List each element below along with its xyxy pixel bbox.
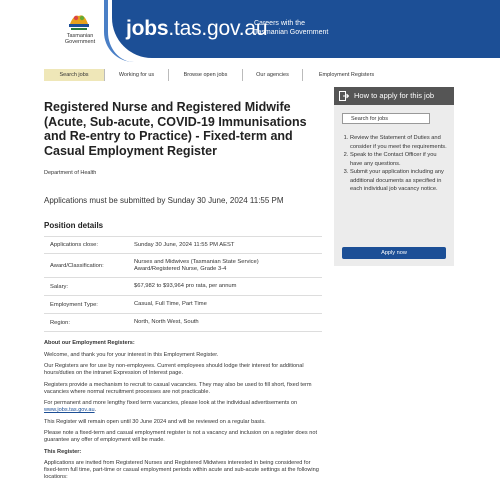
detail-label: Award/Classification: bbox=[50, 262, 104, 269]
apply-steps bbox=[342, 134, 450, 194]
detail-label: Employment Type: bbox=[50, 301, 98, 308]
paragraph: For permanent and more lengthy fixed term vacancies, please look at the individual advertisements on www.jobs.tas.gov.au. bbox=[44, 400, 298, 413]
about-heading: About our Employment Registers: bbox=[44, 340, 135, 346]
detail-row bbox=[44, 314, 322, 332]
paragraph: Please note a fixed-term and casual employment register is not a vacancy and inclusion on a register does not guarantee any offer of employment will be made. bbox=[44, 430, 318, 443]
position-details-table bbox=[44, 236, 322, 332]
paragraph: Applications are invited from Registered Nurses and Registered Midwives interested in being considered for fixed-term full time, part-time or casual employment periods within acute and sub-acute settings at the following locations: bbox=[44, 460, 319, 480]
main-nav bbox=[44, 69, 390, 81]
tas-gov-emblem-icon bbox=[66, 10, 92, 34]
position-details-heading: Position details bbox=[44, 221, 104, 230]
paragraph: Registers provide a mechanism to recruit to casual vacancies. They may also be used to fill short, fixed term vacancies where normal recruitment processes are not practicable. bbox=[44, 381, 312, 395]
site-subtitle: Careers with the Tasmanian Government bbox=[254, 20, 329, 36]
site-title[interactable]: jobs.tas.gov.au bbox=[126, 17, 268, 40]
detail-value: Nurses and Midwives (Tasmanian State Service) Award/Registered Nurse, Grade 3-4 bbox=[134, 258, 259, 272]
detail-value: North, North West, South bbox=[134, 319, 199, 325]
apply-now-button[interactable]: Apply now bbox=[342, 247, 446, 259]
apply-step: 2. Speak to the Contact Officer if you have any questions. bbox=[350, 151, 450, 168]
job-description bbox=[44, 340, 322, 481]
how-to-apply-panel bbox=[334, 87, 454, 266]
detail-row bbox=[44, 296, 322, 314]
apply-arrow-icon bbox=[339, 91, 349, 101]
search-for-jobs-link[interactable]: Search for jobs bbox=[342, 113, 430, 124]
nav-working-for-us[interactable]: Working for us bbox=[105, 69, 169, 81]
site-header bbox=[0, 0, 500, 58]
detail-value: Casual, Full Time, Part Time bbox=[134, 301, 207, 307]
tas-gov-logo[interactable] bbox=[0, 0, 112, 58]
department: Department of Health bbox=[44, 170, 97, 176]
detail-row bbox=[44, 254, 322, 278]
detail-label: Salary: bbox=[50, 283, 69, 290]
paragraph: Welcome, and thank you for your interest in this Employment Register. bbox=[44, 351, 219, 358]
detail-label: Applications close: bbox=[50, 242, 99, 248]
nav-our-agencies[interactable]: Our agencies bbox=[243, 69, 303, 81]
apply-step: 3. Submit your application including any additional documents as specified in each individual job vacancy notice. bbox=[350, 168, 450, 194]
detail-row bbox=[44, 237, 322, 254]
nav-browse-open-jobs[interactable]: Browse open jobs bbox=[169, 69, 243, 81]
detail-value: Sunday 30 June, 2024 11:55 PM AEST bbox=[134, 241, 235, 248]
closing-statement: Applications must be submitted by Sunday 30 June, 2024 11:55 PM bbox=[44, 196, 284, 205]
apply-step: 1. Review the Statement of Duties and consider if you meet the requirements. bbox=[350, 134, 450, 151]
detail-value: $67,982 to $93,964 pro rata, per annum bbox=[134, 283, 237, 289]
paragraph: Our Registers are for use by non-employees. Current employees should lodge their interest for additional hours/duties on the intranet Expression of Interest page. bbox=[44, 363, 304, 376]
paragraph: This Register will remain open until 30 June 2024 and will be reviewed on a regular basis. bbox=[44, 418, 266, 425]
job-content bbox=[44, 100, 322, 486]
register-heading: This Register: bbox=[44, 448, 82, 455]
jobs-site-link[interactable]: www.jobs.tas.gov.au bbox=[44, 407, 95, 413]
logo-text: Tasmanian Government bbox=[64, 33, 96, 45]
nav-employment-registers[interactable]: Employment Registers bbox=[318, 72, 375, 78]
detail-label: Region: bbox=[50, 319, 70, 326]
detail-row bbox=[44, 278, 322, 296]
nav-search-jobs[interactable]: Search jobs bbox=[44, 69, 105, 81]
page-title: Registered Nurse and Registered Midwife (Acute, Sub-acute, COVID-19 Immunisations and Re-entry to Practice) - Fixed-term and Casual Employment Register bbox=[44, 100, 307, 158]
how-to-apply-heading: How to apply for this job bbox=[334, 87, 454, 105]
